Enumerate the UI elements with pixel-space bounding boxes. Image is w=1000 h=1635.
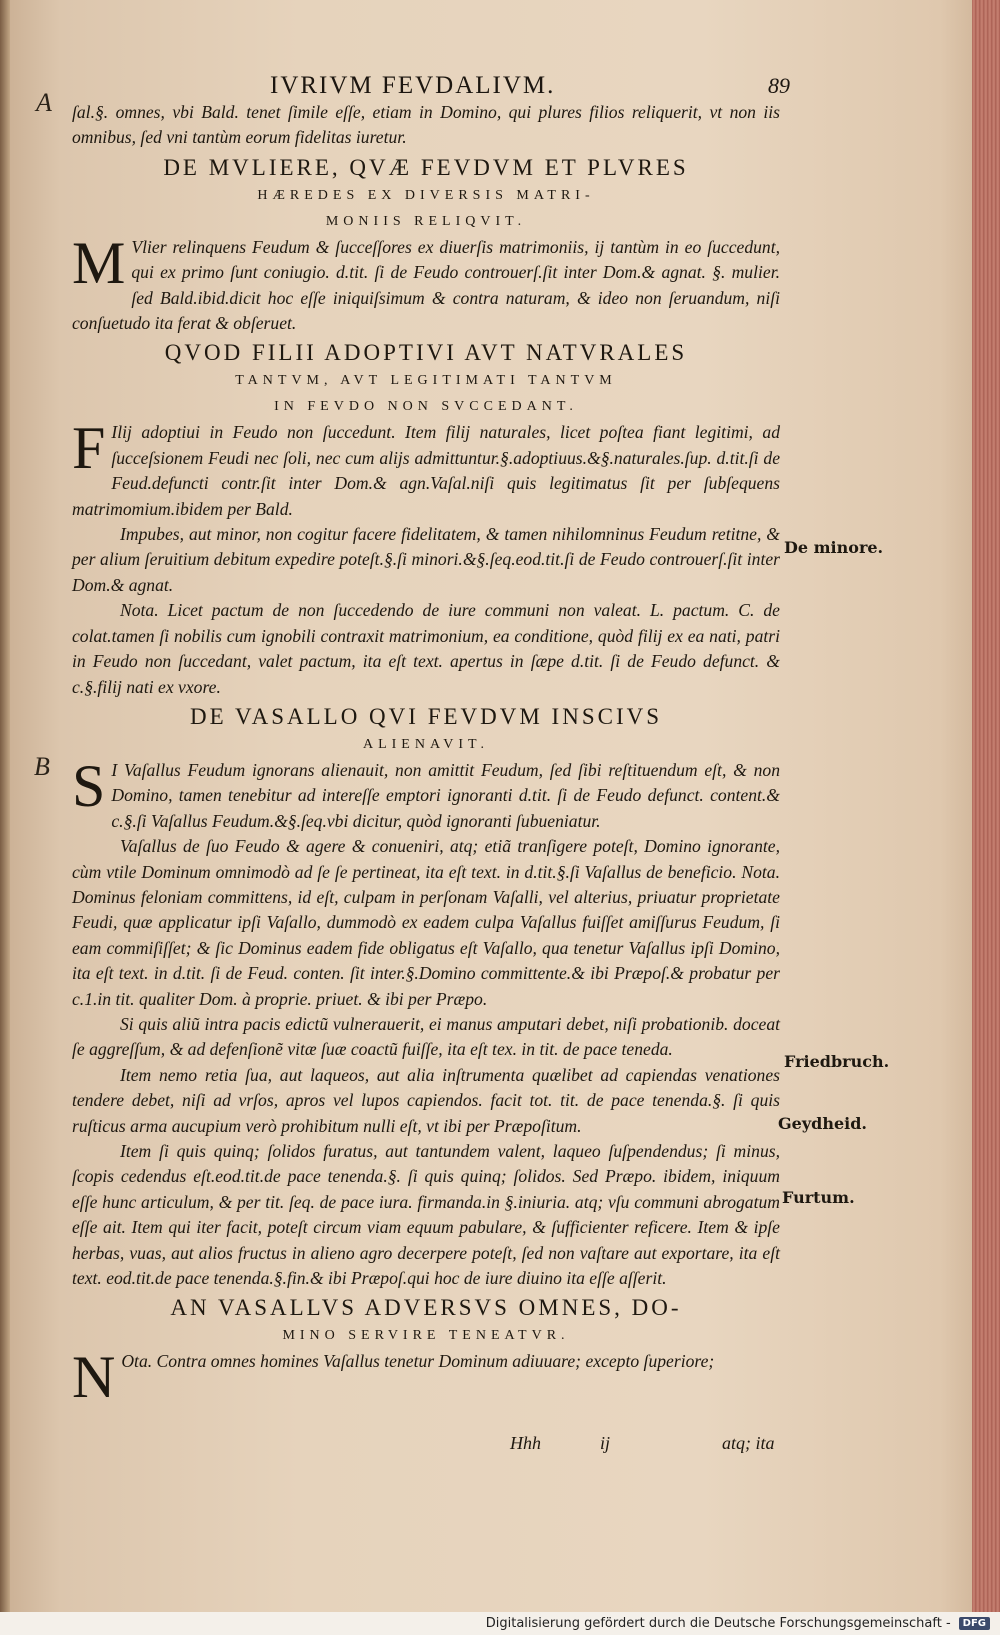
section-heading-1: DE MVLIERE, QVÆ FEVDVM ET PLVRES: [163, 154, 689, 180]
marginal-note-de-minore: De minore.: [784, 538, 884, 557]
binding-edge: [0, 0, 10, 1635]
section-2-paragraph-3: Nota. Licet pactum de non ſuccedendo de iure communi non valeat. L. pactum. C. de colat.tamen ſi nobilis cum ignobili contraxit matrimonium, ea conditione, quòd filij ex ea nati, patri in Feudo non ſuccedant, valet pactum, ita eſt text. apertus in ſæpe d.tit. ſi de Feudo defunct. & c.§.filij nati ex vxore.: [72, 600, 780, 697]
intro-paragraph: ſal.§. omnes, vbi Bald. tenet ſimile eſſe, etiam in Domino, qui plures filios reliquerit, vt non iis omnibus, ſed vni tantùm eorum fidelitas iuretur.: [72, 102, 780, 148]
main-text: [72, 100, 780, 1411]
page-header: [270, 72, 790, 100]
marginal-note-furtum: Furtum.: [782, 1188, 855, 1207]
section-1-text: Vlier relinquens Feudum & ſucceſſores ex diuerſis matrimoniis, ij tantùm in eo ſuccedunt, qui ex primo ſunt coniugio. d.tit. ſi de Feudo controuerſ.ſit inter Dom.& agnat. §. mulier. ſed Bald.ibid.dicit hoc eſſe iniquiſsimum & contra naturam, & ideo non ſeruandum, niſi conſuetudo ita ferat & obſeruet.: [72, 236, 780, 334]
digitization-footer: [0, 1612, 1000, 1635]
drop-cap: S: [72, 752, 106, 819]
dfg-logo-icon: DFG: [959, 1617, 990, 1630]
section-2-paragraph: [72, 415, 780, 522]
section-subheading-2a: TANTVM, AVT LEGITIMATI TANTVM: [235, 373, 617, 389]
page-fore-edge: [972, 0, 1000, 1635]
section-subheading-4a: MINO SERVIRE TENEATVR.: [282, 1328, 570, 1344]
section-3-paragraph-3: Si quis aliũ intra pacis edictũ vulnerauerit, ei manus amputari debet, niſi probationib. doceat ſe aggreſſum, & ad defenſionẽ vitæ ſuæ coactũ fuiſſe, ita eſt tex. in tit. de pace teneda.: [72, 1013, 780, 1060]
section-subheading-1b: MONIIS RELIQVIT.: [325, 213, 527, 229]
drop-cap: F: [72, 415, 106, 482]
section-4-paragraph: [72, 1344, 780, 1411]
marginal-note-geydheid: Geydheid.: [778, 1114, 867, 1133]
section-2-text: Ilij adoptiui in Feudo non ſuccedunt. Item filij naturales, licet poſtea fiant legitimi, ad ſucceſsionem Feudi nec ſoli, nec cum alijs admittuntur.§.adoptiuus.&§.naturales.ſup. d.tit.ſi de Feud.defuncti contr.ſit inter Dom.& agn.Vaſal.niſi quis legitimatus ſit per ſubſequens matrimomium.ibidem per Bald.: [72, 422, 780, 519]
section-subheading-2b: IN FEVDO NON SVCCEDANT.: [274, 399, 578, 415]
signature-mark: Hhh: [510, 1433, 541, 1453]
section-subheading-3a: ALIENAVIT.: [362, 736, 490, 752]
section-3-paragraph-2: Vaſallus de ſuo Feudo & agere & conueniri, atq; etiã tranſigere poteſt, Domino ignorante, cùm vtile Dominum omnimodò ad ſe ſe pertineat, ita eſt text. in d.tit.§.ſi Vaſallus de beneficio. Nota. Dominus feloniam committens, id eſt, culpam in perſonam Vaſalli, vel alterius, priuatur proprietate Feudi, quæ applicatur ipſi Vaſallo, dummodò ex eadem culpa Vaſallus fuiſſet amiſſurus Feudum, ſi eam commiſiſſet; & ſic Dominus eadem fide obligatus eſt Vaſallo, qua tenetur Vaſallus ipſi Domino, ita eſt text. in d.tit. ſi de Feud. conten. ſit inter.§.Domino committente.& ibi Præpoſ.& probatur per c.1.in tit. qualiter Dom. à proprie. priuet. & ibi per Præpo.: [72, 836, 780, 1009]
section-1-paragraph: [72, 229, 780, 337]
margin-letter-a: A: [36, 88, 52, 117]
signature-number: ij: [600, 1433, 611, 1453]
catchword: atq; ita: [722, 1433, 775, 1453]
folio-number: 89: [768, 73, 790, 98]
section-heading-3: DE VASALLO QVI FEVDVM INSCIVS: [189, 703, 663, 729]
drop-cap: N: [72, 1344, 116, 1411]
section-3-text: I Vaſallus Feudum ignorans alienauit, non amittit Feudum, ſed ſibi reſtituendum eſt, & non Domino, tamen tenebitur ad intereſſe emptori ignoranti d.tit. ſi de Feudo defunct. content.& c.§.ſi Vaſallus Feudum.&§.ſeq.vbi dicitur, quòd ignoranti ſubueniatur.: [111, 759, 780, 831]
section-heading-4: AN VASALLVS ADVERSVS OMNES, DO-: [170, 1295, 682, 1321]
section-2-paragraph-2: Impubes, aut minor, non cogitur facere fidelitatem, & tamen nihilomninus Feudum retitne, & per alium ſeruitium debitum expedire poteſt.§.ſi minori.&§.ſeq.eod.tit.ſi de Feudo controuerſ.ſit inter Dom.& agnat.: [72, 524, 780, 595]
section-heading-2: QVOD FILII ADOPTIVI AVT NATVRALES: [164, 340, 688, 366]
section-3-paragraph: [72, 752, 780, 834]
footer-credit: Digitalisierung gefördert durch die Deutsche Forschungsgemeinschaft -: [485, 1616, 951, 1631]
section-3-paragraph-4: Item nemo retia ſua, aut laqueos, aut alia inſtrumenta quælibet ad capiendas venationes tendere debet, niſi ad vrſos, apros vel lupos capiendos. facit tot. tit. de pace tenenda.§. ſi quis ruſticus arma aucupium verò prohibitum nulli eſt, vt ibi per Præpoſitum.: [72, 1064, 780, 1136]
section-3-paragraph-5: Item ſi quis quinq; ſolidos furatus, aut tantundem valent, laqueo ſuſpendendus; ſi minus, ſcopis cedendus eſt.eod.tit.de pace tenenda.§. ſi quis quinq; ſolidos. Sed Præpo. ibidem, iniquum eſſe hunc articulum, & per tit. ſeq. de pace iura. firmanda.in §.iniuria. atq; vſu communi abrogatum eſſe ait. Item qui iter facit, poteſt circum viam equum pabulare, & ſufficienter reficere. Item & ipſe herbas, vuas, aut alios fructus in alieno agro decerpere poteſt, ſed non vaſtare aut exportare, ita eſt text. eod.tit.de pace tenenda.§.fin.& ibi Præpoſ.qui hoc de iure diuino ita eſſe aſſerit.: [72, 1141, 780, 1289]
drop-cap: M: [72, 229, 126, 296]
section-4-text: Ota. Contra omnes homines Vaſallus tenetur Dominum adiuuare; excepto ſuperiore;: [121, 1351, 715, 1372]
section-subheading-1a: HÆREDES EX DIVERSIS MATRI-: [257, 187, 595, 203]
marginal-note-friedbruch: Friedbruch.: [784, 1052, 890, 1071]
margin-letter-b: B: [34, 752, 50, 781]
running-title: IVRIVM FEVDALIVM.: [270, 72, 556, 99]
